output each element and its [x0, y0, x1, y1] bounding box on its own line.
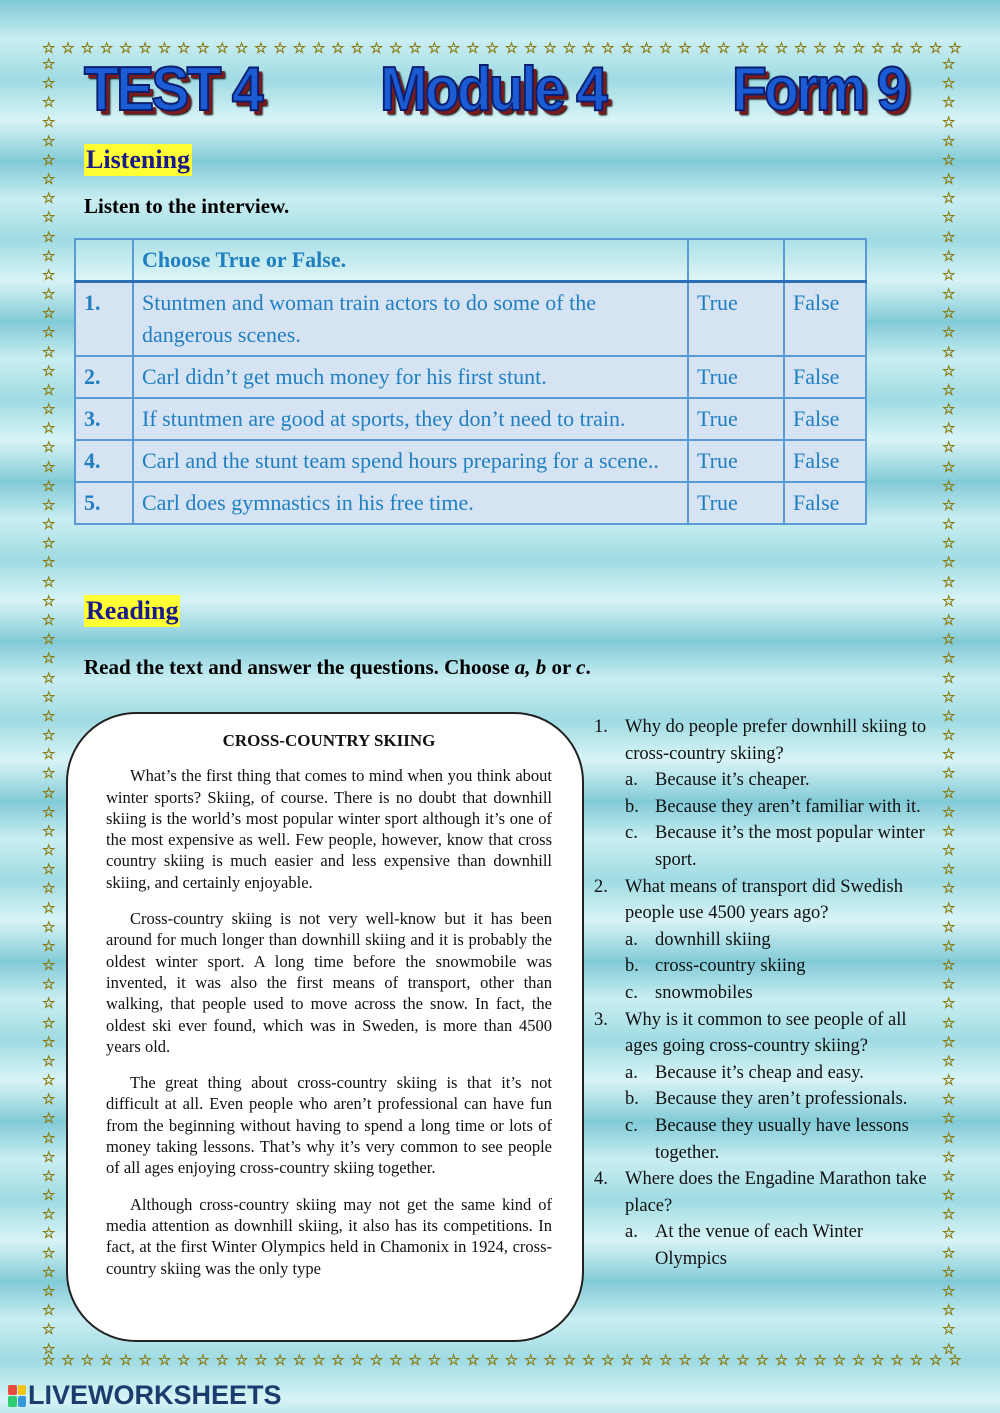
false-option[interactable]: False — [784, 482, 866, 524]
star-icon: ☆ — [942, 152, 956, 169]
true-false-table — [74, 238, 867, 525]
answer-option[interactable]: a. downhill skiing — [625, 929, 771, 950]
star-icon: ☆ — [942, 862, 956, 879]
star-icon: ☆ — [620, 1353, 634, 1369]
star-icon: ☆ — [42, 133, 56, 150]
star-icon: ☆ — [234, 41, 249, 57]
star-icon: ☆ — [942, 1111, 956, 1128]
star-icon: ☆ — [42, 574, 56, 591]
star-icon: ☆ — [942, 440, 956, 457]
question: 2. What means of transport did Swedish people use 4500 years ago? — [594, 876, 903, 924]
star-icon: ☆ — [42, 708, 56, 725]
star-icon: ☆ — [942, 536, 956, 553]
star-icon: ☆ — [942, 728, 956, 745]
row-number: 5. — [75, 482, 133, 524]
question: 1. Why do people prefer downhill skiing to cross-country skiing? — [594, 717, 927, 764]
star-icon: ☆ — [639, 1353, 654, 1369]
star-icon: ☆ — [99, 1353, 114, 1369]
row-statement: Carl and the stunt team spend hours preparing for a scene.. — [133, 440, 688, 482]
star-icon: ☆ — [42, 517, 56, 534]
star-icon: ☆ — [331, 1353, 345, 1369]
true-option[interactable]: True — [688, 398, 784, 440]
star-icon: ☆ — [42, 881, 56, 898]
star-icon: ☆ — [851, 1353, 866, 1369]
star-icon: ☆ — [42, 593, 56, 610]
star-icon: ☆ — [942, 172, 956, 189]
star-icon: ☆ — [42, 555, 56, 572]
star-icon: ☆ — [942, 1207, 956, 1224]
star-icon: ☆ — [42, 1149, 56, 1166]
star-icon: ☆ — [942, 459, 956, 476]
star-icon: ☆ — [562, 1353, 577, 1369]
star-icon: ☆ — [446, 1353, 461, 1369]
star-icon: ☆ — [42, 1207, 56, 1224]
star-icon: ☆ — [408, 1353, 422, 1369]
star-icon: ☆ — [42, 1111, 56, 1128]
star-icon: ☆ — [42, 325, 56, 342]
star-icon: ☆ — [942, 1303, 956, 1320]
star-icon: ☆ — [42, 152, 56, 169]
star-icon: ☆ — [234, 1353, 249, 1369]
star-icon: ☆ — [42, 421, 56, 438]
star-icon: ☆ — [254, 1353, 268, 1369]
star-icon: ☆ — [928, 1353, 943, 1369]
row-statement: Carl does gymnastics in his free time. — [133, 482, 688, 524]
star-icon: ☆ — [601, 1353, 615, 1369]
star-icon: ☆ — [157, 41, 172, 57]
row-number: 1. — [75, 282, 133, 357]
star-icon: ☆ — [389, 41, 403, 57]
star-icon: ☆ — [119, 41, 133, 57]
star-icon: ☆ — [948, 41, 962, 57]
star-icon: ☆ — [942, 363, 956, 380]
star-icon: ☆ — [942, 1226, 956, 1243]
star-icon: ☆ — [942, 881, 956, 898]
logo-square — [8, 1396, 17, 1407]
false-option[interactable]: False — [784, 398, 866, 440]
star-icon: ☆ — [942, 191, 956, 208]
question-list — [594, 714, 934, 1272]
star-icon: ☆ — [42, 958, 56, 975]
star-icon: ☆ — [42, 1073, 56, 1090]
logo-text: LIVEWORKSHEETS — [28, 1380, 282, 1410]
star-icon: ☆ — [942, 133, 956, 150]
star-icon: ☆ — [942, 1284, 956, 1300]
star-icon: ☆ — [942, 632, 956, 649]
star-icon: ☆ — [942, 958, 956, 975]
false-option[interactable]: False — [784, 282, 866, 357]
star-icon: ☆ — [42, 728, 56, 745]
star-icon: ☆ — [942, 478, 956, 495]
star-icon: ☆ — [942, 785, 956, 802]
star-icon: ☆ — [273, 1353, 287, 1369]
star-icon: ☆ — [942, 1130, 956, 1147]
star-icon: ☆ — [42, 938, 56, 955]
answer-option[interactable]: a. Because it’s cheap and easy. — [625, 1062, 864, 1083]
star-icon: ☆ — [678, 1353, 692, 1369]
star-icon: ☆ — [42, 478, 56, 495]
star-icon: ☆ — [942, 1168, 956, 1185]
star-icon: ☆ — [832, 1353, 846, 1369]
answer-option[interactable]: a. At the venue of each Winter Olympics — [625, 1222, 863, 1269]
star-icon: ☆ — [942, 747, 956, 764]
star-icon: ☆ — [793, 1353, 808, 1369]
answer-option[interactable]: c. snowmobiles — [625, 982, 753, 1003]
star-icon: ☆ — [736, 41, 750, 57]
star-icon: ☆ — [311, 1353, 326, 1369]
question: 3. Why is it common to see people of all ages going cross-country skiing? — [594, 1009, 907, 1057]
star-icon: ☆ — [942, 1073, 956, 1090]
star-icon: ☆ — [942, 114, 956, 131]
passage-title: CROSS-COUNTRY SKIING — [222, 731, 436, 750]
star-icon: ☆ — [427, 1353, 442, 1369]
star-icon: ☆ — [408, 41, 422, 57]
question: 4. Where does the Engadine Marathon take place? — [594, 1169, 927, 1216]
star-icon: ☆ — [942, 267, 956, 284]
star-icon: ☆ — [466, 1353, 480, 1369]
star-icon: ☆ — [716, 1353, 731, 1369]
star-icon: ☆ — [99, 41, 114, 57]
answer-option[interactable]: a. Because it’s cheaper. — [625, 770, 810, 791]
title-module: Module 4 — [380, 55, 606, 124]
star-icon: ☆ — [620, 41, 634, 57]
star-icon: ☆ — [678, 41, 692, 57]
star-border-bottom — [42, 1354, 962, 1369]
star-icon: ☆ — [639, 41, 654, 57]
answer-option[interactable]: c. Because they usually have lessons together. — [625, 1115, 909, 1163]
row-number: 2. — [75, 356, 133, 398]
answer-option[interactable]: b. Because they aren’t familiar with it. — [625, 796, 921, 817]
star-icon: ☆ — [942, 1092, 956, 1109]
star-icon: ☆ — [42, 344, 56, 361]
star-icon: ☆ — [504, 1353, 519, 1369]
star-icon: ☆ — [774, 1353, 789, 1369]
star-icon: ☆ — [942, 1264, 956, 1281]
star-icon: ☆ — [42, 1053, 56, 1070]
star-icon: ☆ — [581, 41, 596, 57]
star-icon: ☆ — [42, 1353, 56, 1369]
star-icon: ☆ — [254, 41, 268, 57]
star-icon: ☆ — [485, 41, 499, 57]
star-icon: ☆ — [942, 938, 956, 955]
star-icon: ☆ — [176, 1353, 191, 1369]
star-icon: ☆ — [42, 823, 56, 840]
star-icon: ☆ — [890, 1353, 904, 1369]
star-icon: ☆ — [42, 1341, 56, 1358]
star-icon: ☆ — [42, 382, 56, 399]
star-icon: ☆ — [42, 900, 56, 917]
star-icon: ☆ — [42, 363, 56, 380]
passage-paragraph: Although cross-country skiing may not get the same kind of media attention as downhill skiing, it also has its competitions. In fact, at the first Winter Olympics held in Chamonix in 1924, cross-country skiing was the only type — [106, 1194, 552, 1278]
star-icon: ☆ — [942, 382, 956, 399]
star-icon: ☆ — [61, 1353, 75, 1369]
star-icon: ☆ — [942, 229, 956, 246]
star-icon: ☆ — [42, 1226, 56, 1243]
star-icon: ☆ — [42, 1303, 56, 1320]
star-icon: ☆ — [948, 1353, 962, 1369]
star-icon: ☆ — [942, 766, 956, 783]
star-icon: ☆ — [504, 41, 519, 57]
star-icon: ☆ — [813, 1353, 827, 1369]
star-icon: ☆ — [601, 41, 615, 57]
star-icon: ☆ — [369, 1353, 384, 1369]
star-icon: ☆ — [942, 593, 956, 610]
table-row — [75, 482, 866, 524]
table-header: Choose True or False. — [133, 239, 688, 282]
star-icon: ☆ — [61, 41, 75, 57]
answer-option[interactable]: c. Because it’s the most popular winter sport. — [625, 823, 925, 870]
table-header-row — [75, 239, 866, 282]
logo-icon — [8, 1385, 26, 1407]
star-icon: ☆ — [942, 1245, 956, 1262]
star-icon: ☆ — [466, 41, 480, 57]
star-icon: ☆ — [292, 1353, 307, 1369]
star-icon: ☆ — [942, 977, 956, 994]
star-icon: ☆ — [369, 41, 384, 57]
star-icon: ☆ — [659, 1353, 673, 1369]
star-icon: ☆ — [42, 919, 56, 936]
star-icon: ☆ — [427, 41, 442, 57]
star-icon: ☆ — [942, 76, 956, 93]
star-icon: ☆ — [42, 977, 56, 994]
star-icon: ☆ — [42, 747, 56, 764]
reading-passage — [66, 712, 584, 1342]
star-icon: ☆ — [942, 95, 956, 112]
star-icon: ☆ — [42, 862, 56, 879]
star-icon: ☆ — [42, 497, 56, 514]
passage-paragraph: What’s the first thing that comes to mind when you think about winter sports? Skiing, of course. There is no doubt that downhill skiing is the world’s most popular winter sport although it’s one of the most expensive as well. Few people, however, know that cross country skiing is much easier and less expensive than downhill skiing, and certainly enjoyable. — [106, 766, 552, 892]
star-icon: ☆ — [273, 41, 287, 57]
star-icon: ☆ — [42, 41, 56, 57]
row-number: 4. — [75, 440, 133, 482]
true-option[interactable]: True — [688, 440, 784, 482]
star-icon: ☆ — [42, 76, 56, 93]
row-statement: Stuntmen and woman train actors to do some of the dangerous scenes. — [133, 282, 688, 357]
star-icon: ☆ — [42, 612, 56, 629]
star-icon: ☆ — [42, 191, 56, 208]
table-row — [75, 440, 866, 482]
star-icon: ☆ — [543, 41, 557, 57]
star-icon: ☆ — [909, 41, 924, 57]
answer-option[interactable]: b. Because they aren’t professionals. — [625, 1089, 908, 1110]
star-icon: ☆ — [42, 1284, 56, 1300]
title-form: Form 9 — [732, 55, 906, 124]
table-row — [75, 398, 866, 440]
star-icon: ☆ — [851, 41, 866, 57]
star-icon: ☆ — [942, 900, 956, 917]
star-icon: ☆ — [813, 41, 827, 57]
star-icon: ☆ — [942, 651, 956, 668]
star-icon: ☆ — [42, 1188, 56, 1205]
answer-option[interactable]: b. cross-country skiing — [625, 956, 806, 977]
false-option[interactable]: False — [784, 356, 866, 398]
star-icon: ☆ — [942, 344, 956, 361]
star-icon: ☆ — [215, 1353, 229, 1369]
star-icon: ☆ — [942, 708, 956, 725]
star-icon: ☆ — [755, 41, 769, 57]
row-statement: If stuntmen are good at sports, they don’t need to train. — [133, 398, 688, 440]
star-icon: ☆ — [942, 497, 956, 514]
star-icon: ☆ — [942, 1341, 956, 1358]
star-icon: ☆ — [42, 172, 56, 189]
star-icon: ☆ — [80, 41, 95, 57]
star-icon: ☆ — [42, 248, 56, 265]
false-option[interactable]: False — [784, 440, 866, 482]
star-icon: ☆ — [42, 996, 56, 1013]
star-icon: ☆ — [697, 1353, 712, 1369]
star-icon: ☆ — [42, 229, 56, 246]
star-icon: ☆ — [942, 248, 956, 265]
star-icon: ☆ — [42, 1130, 56, 1147]
star-icon: ☆ — [942, 1015, 956, 1032]
star-icon: ☆ — [942, 574, 956, 591]
star-icon: ☆ — [832, 41, 846, 57]
star-icon: ☆ — [942, 57, 956, 73]
star-icon: ☆ — [42, 1264, 56, 1281]
star-icon: ☆ — [524, 41, 538, 57]
star-icon: ☆ — [485, 1353, 499, 1369]
star-icon: ☆ — [42, 651, 56, 668]
star-icon: ☆ — [42, 1245, 56, 1262]
star-icon: ☆ — [942, 402, 956, 419]
star-icon: ☆ — [890, 41, 904, 57]
star-icon: ☆ — [331, 41, 345, 57]
star-icon: ☆ — [138, 1353, 152, 1369]
star-icon: ☆ — [292, 41, 307, 57]
star-icon: ☆ — [942, 612, 956, 629]
star-icon: ☆ — [42, 306, 56, 323]
star-icon: ☆ — [942, 689, 956, 706]
star-icon: ☆ — [659, 41, 673, 57]
star-icon: ☆ — [942, 1149, 956, 1166]
star-icon: ☆ — [157, 1353, 172, 1369]
logo-square — [8, 1385, 17, 1396]
star-icon: ☆ — [196, 41, 210, 57]
star-icon: ☆ — [42, 785, 56, 802]
star-icon: ☆ — [942, 843, 956, 860]
star-icon: ☆ — [942, 210, 956, 227]
star-icon: ☆ — [942, 823, 956, 840]
star-icon: ☆ — [42, 1168, 56, 1185]
star-icon: ☆ — [42, 57, 56, 73]
star-icon: ☆ — [446, 41, 461, 57]
title-test: TEST 4 — [84, 55, 261, 124]
star-icon: ☆ — [42, 689, 56, 706]
star-icon: ☆ — [871, 41, 885, 57]
star-icon: ☆ — [138, 41, 152, 57]
star-icon: ☆ — [909, 1353, 924, 1369]
star-icon: ☆ — [716, 41, 731, 57]
table-row — [75, 282, 866, 357]
star-icon: ☆ — [42, 267, 56, 284]
star-icon: ☆ — [42, 804, 56, 821]
star-icon: ☆ — [42, 459, 56, 476]
passage-paragraph: Cross-country skiing is not very well-know but it has been around for much longer than downhill skiing and it is probably the oldest winter sport. A long time before the snowmobile was invented, it was also the first means of transport, other than walking, that people used to move across the snow. In fact, the oldest ski ever found, which was in Sweden, is more than 4500 years old. — [106, 909, 552, 1056]
true-option[interactable]: True — [688, 482, 784, 524]
star-icon: ☆ — [942, 1053, 956, 1070]
star-icon: ☆ — [942, 555, 956, 572]
star-icon: ☆ — [871, 1353, 885, 1369]
star-icon: ☆ — [42, 440, 56, 457]
star-icon: ☆ — [942, 804, 956, 821]
star-icon: ☆ — [42, 766, 56, 783]
table-row — [75, 356, 866, 398]
star-icon: ☆ — [942, 306, 956, 323]
true-option[interactable]: True — [688, 356, 784, 398]
star-icon: ☆ — [42, 1015, 56, 1032]
star-icon: ☆ — [942, 1322, 956, 1339]
star-icon: ☆ — [942, 1034, 956, 1051]
star-icon: ☆ — [42, 632, 56, 649]
star-icon: ☆ — [793, 41, 808, 57]
star-icon: ☆ — [215, 41, 229, 57]
star-icon: ☆ — [942, 421, 956, 438]
star-icon: ☆ — [42, 210, 56, 227]
logo-square — [18, 1396, 27, 1407]
star-border-right — [942, 58, 955, 1358]
star-icon: ☆ — [42, 536, 56, 553]
star-icon: ☆ — [42, 287, 56, 304]
star-icon: ☆ — [942, 517, 956, 534]
star-icon: ☆ — [176, 41, 191, 57]
star-icon: ☆ — [42, 114, 56, 131]
star-icon: ☆ — [42, 1034, 56, 1051]
true-option[interactable]: True — [688, 282, 784, 357]
star-icon: ☆ — [942, 996, 956, 1013]
logo-square — [18, 1385, 27, 1396]
star-icon: ☆ — [350, 41, 364, 57]
reading-instruction: Read the text and answer the questions. Choose a, b or c. — [84, 655, 591, 679]
star-icon: ☆ — [196, 1353, 210, 1369]
star-icon: ☆ — [581, 1353, 596, 1369]
star-border-left — [42, 58, 55, 1358]
star-icon: ☆ — [350, 1353, 364, 1369]
star-icon: ☆ — [942, 919, 956, 936]
star-icon: ☆ — [42, 670, 56, 687]
star-icon: ☆ — [755, 1353, 769, 1369]
star-icon: ☆ — [119, 1353, 133, 1369]
liveworksheets-logo[interactable] — [8, 1380, 282, 1411]
reading-heading: Reading — [86, 596, 179, 625]
listening-heading: Listening — [86, 145, 191, 174]
star-icon: ☆ — [311, 41, 326, 57]
star-icon: ☆ — [697, 41, 712, 57]
star-icon: ☆ — [42, 843, 56, 860]
star-icon: ☆ — [736, 1353, 750, 1369]
star-icon: ☆ — [42, 1322, 56, 1339]
star-icon: ☆ — [389, 1353, 403, 1369]
star-icon: ☆ — [42, 1092, 56, 1109]
listening-instruction: Listen to the interview. — [84, 194, 290, 218]
star-icon: ☆ — [774, 41, 789, 57]
star-icon: ☆ — [942, 1188, 956, 1205]
star-icon: ☆ — [42, 95, 56, 112]
page-title — [84, 54, 924, 124]
row-number: 3. — [75, 398, 133, 440]
passage-paragraph: The great thing about cross-country skiing is that it’s not difficult at all. Even people who aren’t professional can have fun from the beginning without having to spend a long time or lots of money taking lessons. That’s why it’s very common to see people of all ages enjoying cross-country skiing together. — [106, 1073, 552, 1178]
star-icon: ☆ — [942, 325, 956, 342]
star-icon: ☆ — [928, 41, 943, 57]
star-icon: ☆ — [942, 670, 956, 687]
star-icon: ☆ — [524, 1353, 538, 1369]
row-statement: Carl didn’t get much money for his first stunt. — [133, 356, 688, 398]
star-icon: ☆ — [543, 1353, 557, 1369]
star-icon: ☆ — [42, 402, 56, 419]
star-icon: ☆ — [562, 41, 577, 57]
star-icon: ☆ — [80, 1353, 95, 1369]
star-icon: ☆ — [942, 287, 956, 304]
